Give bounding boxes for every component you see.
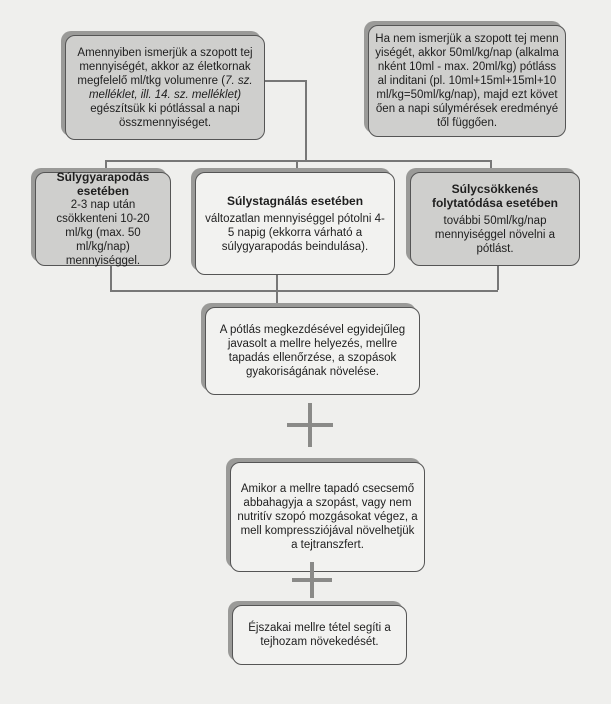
weight-gain-box	[35, 172, 171, 266]
connector	[105, 160, 490, 162]
box-title: Súlystagnálás esetében	[226, 193, 364, 208]
box-title: Súlygyarapodás esetében	[56, 170, 150, 198]
connector	[110, 290, 498, 292]
known-intake-box	[65, 35, 265, 140]
weight-stagnation-box	[195, 172, 395, 275]
connector	[490, 160, 492, 172]
box-text: Amennyiben ismerjük a szopott tej mennyiségét, akkor az életkornak megfelelő ml/tkg volumenre (	[77, 46, 253, 87]
box-text: Amikor a mellre tapadó csecsemő abbahagyja a szopást, vagy nem nutritív szopó mozgásokat végez, a mell kompressziójával növelhetjük a tejtranszfert.	[237, 483, 418, 551]
box-text: további 50ml/kg/nap mennyiséggel növelni a pótlást.	[434, 215, 556, 255]
connector	[110, 265, 112, 290]
connector	[276, 275, 278, 307]
night-feeding-box	[232, 605, 407, 665]
box-text: 2-3 nap után csökkenteni 10-20 ml/kg (max. 50 ml/kg/nap) mennyiséggel.	[56, 199, 150, 267]
connector	[296, 160, 298, 172]
unknown-intake-box	[368, 25, 566, 137]
box-text: Ha nem ismerjük a szopott tej mennyiségét, akkor 50ml/kg/nap (alkalmanként 10ml - max. 20ml/kg) pótlással inditani (pl. 10ml+15ml+15ml+10ml/kg=50ml/kg/nap), majd ezt követően a napi súlymérések eredményétől függően.	[375, 33, 559, 129]
box-text: egészítsük ki pótlással a napi összmennyiséget.	[90, 102, 240, 129]
breast-compression-box	[230, 462, 425, 572]
weight-loss-box	[410, 172, 580, 266]
connector	[497, 265, 499, 290]
box-text: Éjszakai mellre tétel segíti a tejhozam növekedését.	[248, 622, 391, 648]
connector	[305, 80, 307, 160]
connector	[265, 80, 307, 82]
breastfeeding-box	[205, 307, 420, 395]
annex-reference: 7. sz. melléklet, ill. 14. sz. melléklet)	[88, 74, 253, 101]
box-text: A pótlás megkezdésével egyidejűleg javasolt a mellre helyezés, mellre tapadás ellenőrzése, a szopások gyakoriságának növelése.	[219, 324, 406, 378]
box-text: változatlan mennyiséggel pótolni 4-5 napig (ekkorra várható a súlygyarapodás beindulása).	[205, 212, 385, 253]
box-title: Súlycsökkenés folytatódása esetében	[431, 182, 559, 210]
